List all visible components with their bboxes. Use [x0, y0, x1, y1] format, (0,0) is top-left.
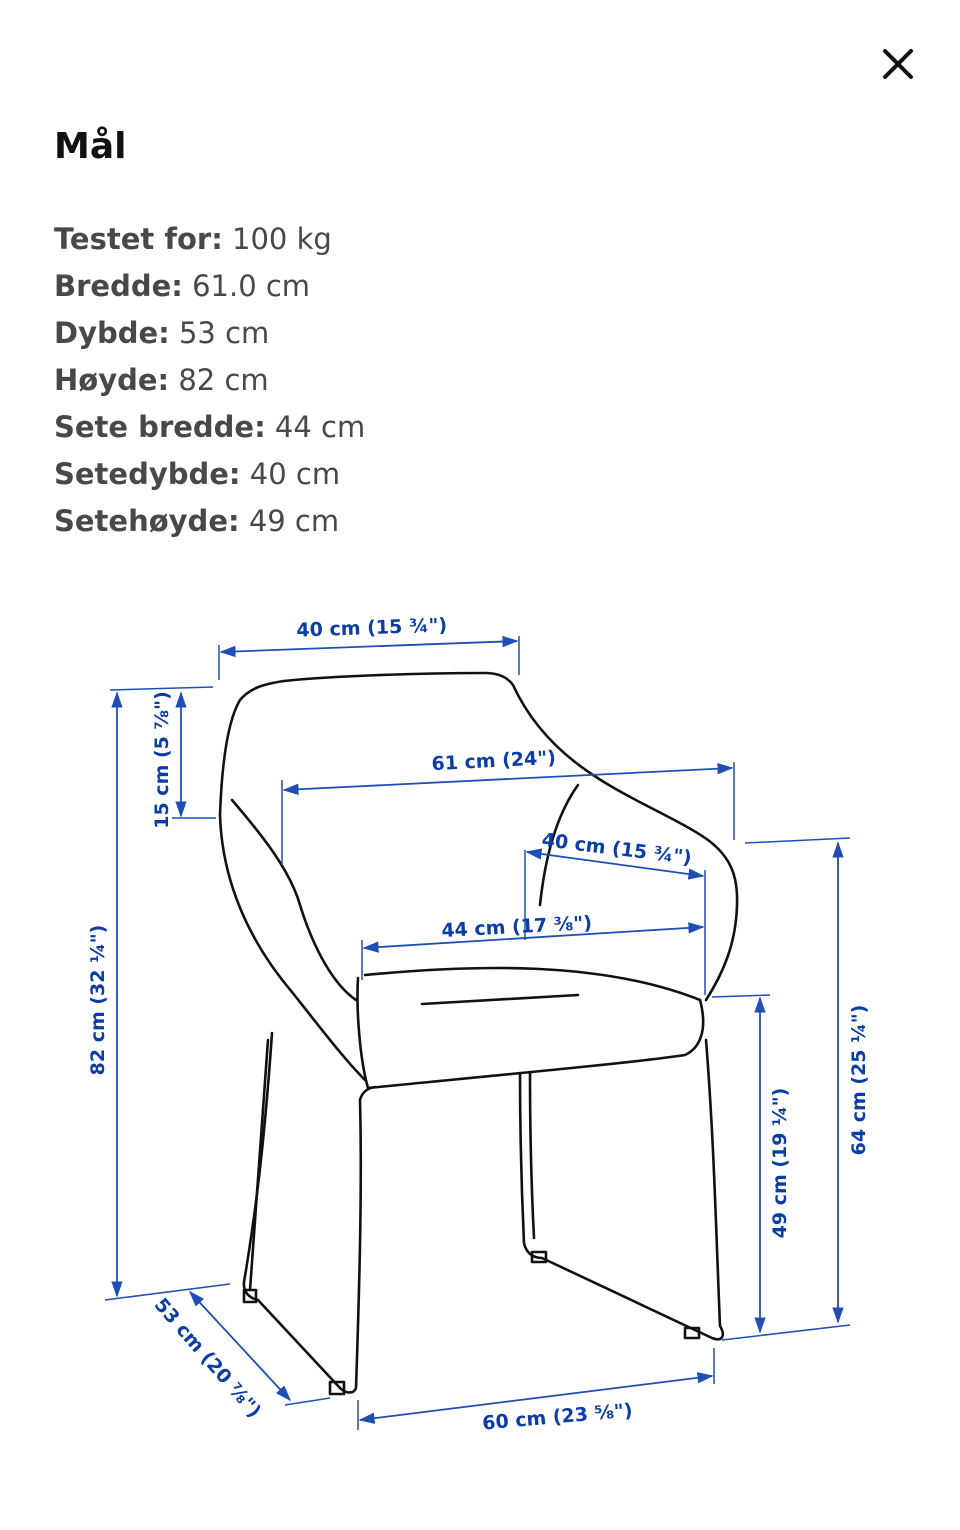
spec-label: Sete bredde: [54, 410, 266, 444]
chair-seat-front-edge [357, 978, 368, 1088]
chair-dimension-diagram [0, 560, 960, 1490]
chair-backrest-outline [220, 673, 737, 1000]
chair-leg-back-right [520, 1040, 723, 1339]
close-icon [881, 47, 915, 81]
spec-value: 82 cm [178, 363, 269, 397]
spec-label: Setedybde: [54, 457, 241, 491]
chair-shell-left [220, 815, 365, 1080]
spec-label: Bredde: [54, 269, 183, 303]
chair-inner-back-left [232, 800, 356, 1000]
spec-value: 40 cm [249, 457, 341, 491]
chair-seat-front-top [365, 968, 700, 1000]
spec-value: 61.0 cm [192, 269, 311, 303]
dim-label-back-height: 15 cm (5 ⅞") [151, 691, 173, 829]
spec-value: 44 cm [274, 410, 366, 444]
dim-label-top-depth: 40 cm (15 ¾") [296, 614, 448, 642]
dim-label-total-depth: 53 cm (20 ⅞") [149, 1293, 266, 1423]
dimension-labels [87, 614, 870, 1434]
chair-leg-front-inner [250, 1040, 268, 1290]
spec-label: Dybde: [54, 316, 170, 350]
spec-value: 53 cm [178, 316, 270, 350]
chair-leg-back-inner [530, 1072, 534, 1238]
dim-label-arm-height: 64 cm (25 ¼") [848, 1004, 870, 1156]
chair-seat-seam [422, 995, 578, 1004]
dim-label-total-width: 61 cm (24") [430, 746, 557, 776]
spec-label: Høyde: [54, 363, 170, 397]
spec-label: Setehøyde: [54, 504, 240, 538]
spec-row-width [54, 265, 365, 312]
spec-row-tested-for [54, 218, 365, 265]
chair-seat-side [368, 1000, 703, 1088]
spec-row-seat-depth [54, 453, 365, 500]
dim-label-total-height: 82 cm (32 ¼") [87, 924, 109, 1076]
spec-row-depth [54, 312, 365, 359]
spec-list [54, 218, 365, 547]
spec-row-seat-height [54, 500, 365, 547]
spec-label: Testet for: [54, 222, 223, 256]
dim-label-seat-depth: 40 cm (15 ¾") [540, 828, 693, 870]
dim-label-seat-height: 49 cm (19 ¼") [769, 1087, 791, 1239]
page-title: Mål [54, 126, 127, 167]
spec-row-seat-width [54, 406, 365, 453]
dim-line-top-depth [221, 641, 517, 652]
dim-line-total-width [284, 768, 732, 790]
dim-label-base-width: 60 cm (23 ⅝") [481, 1399, 634, 1435]
close-button[interactable] [872, 38, 924, 90]
dim-label-seat-width: 44 cm (17 ⅜") [440, 912, 593, 942]
spec-value: 49 cm [248, 504, 340, 538]
spec-value: 100 kg [232, 222, 332, 256]
spec-row-height [54, 359, 365, 406]
